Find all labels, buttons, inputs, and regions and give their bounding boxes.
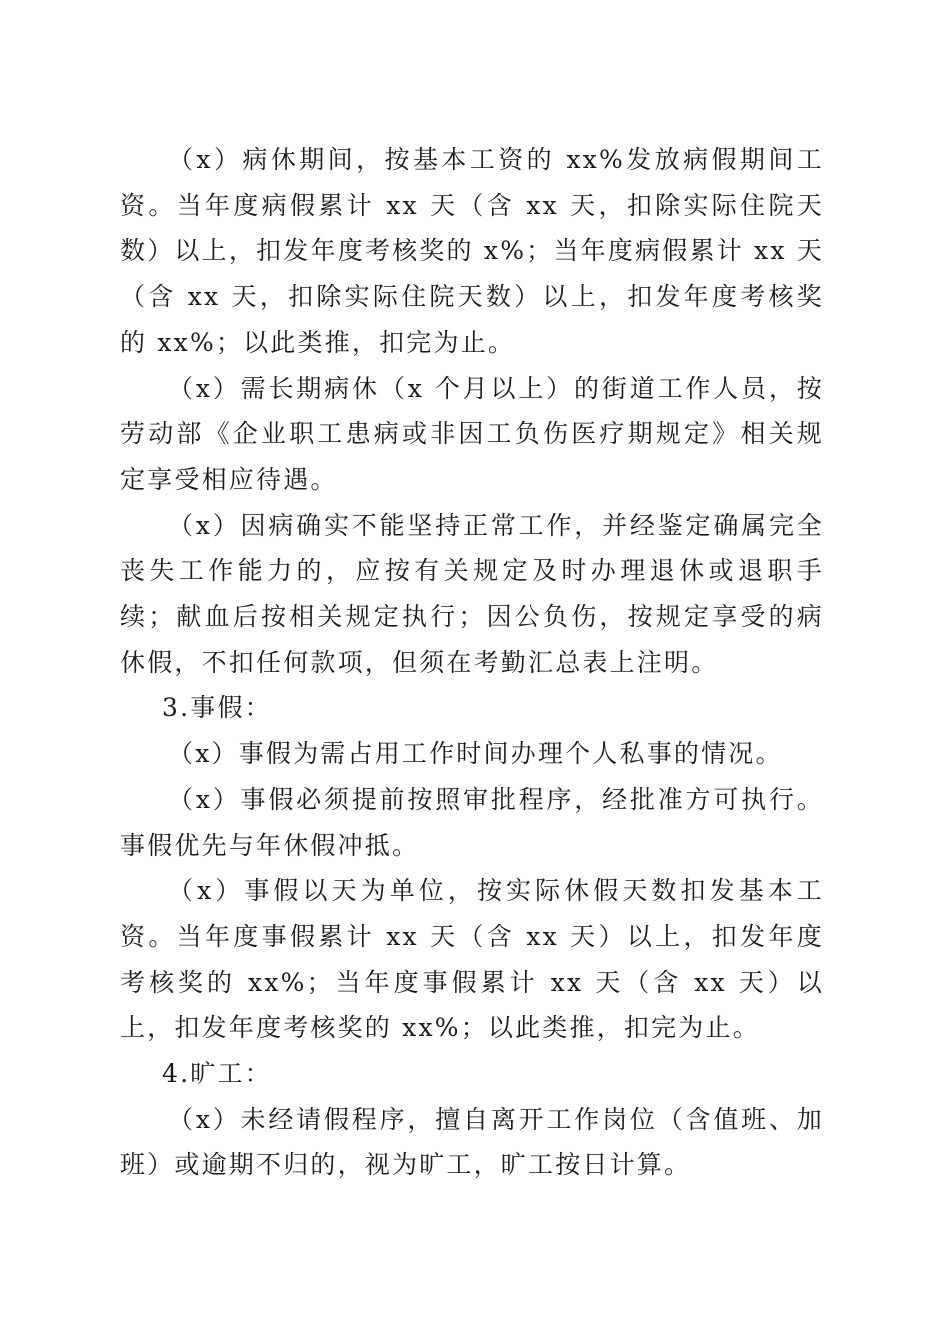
- paragraph-personal-leave-deduction: （x）事假以天为单位，按实际休假天数扣发基本工资。当年度事假累计 xx 天（含 xx 天）以上，扣发年度考核奖的 xx%；当年度事假累计 xx 天（含 xx 天）以上，扣发年度考核奖的 xx%；以此类推，扣完为止。: [120, 876, 824, 1043]
- paragraph-incapacity-retirement: （x）因病确实不能坚持正常工作，并经鉴定确属完全丧失工作能力的，应按有关规定及时办理退休或退职手续；献血后按相关规定执行；因公负伤，按规定享受的病休假，不扣任何款项，但须在考勤汇总表上注明。: [120, 510, 824, 677]
- paragraph-personal-leave-approval: （x）事假必须提前按照审批程序，经批准方可执行。事假优先与年休假冲抵。: [120, 784, 824, 860]
- paragraph-absenteeism-definition: （x）未经请假程序，擅自离开工作岗位（含值班、加班）或逾期不归的，视为旷工，旷工按日计算。: [120, 1104, 824, 1180]
- paragraph-sick-leave-pay: （x）病休期间，按基本工资的 xx%发放病假期间工资。当年度病假累计 xx 天（含 xx 天，扣除实际住院天数）以上，扣发年度考核奖的 x%；当年度病假累计 xx 天（含 xx 天，扣除实际住院天数）以上，扣发年度考核奖的 xx%；以此类推，扣完为止。: [120, 145, 824, 357]
- heading-personal-leave: 3.事假：: [162, 693, 272, 723]
- document-body: [120, 137, 824, 1188]
- paragraph-long-term-sick-leave: （x）需长期病休（x 个月以上）的街道工作人员，按劳动部《企业职工患病或非因工负伤医疗期规定》相关规定享受相应待遇。: [120, 373, 824, 494]
- paragraph-personal-leave-definition: （x）事假为需占用工作时间办理个人私事的情况。: [168, 739, 783, 769]
- heading-absenteeism: 4.旷工：: [162, 1059, 272, 1089]
